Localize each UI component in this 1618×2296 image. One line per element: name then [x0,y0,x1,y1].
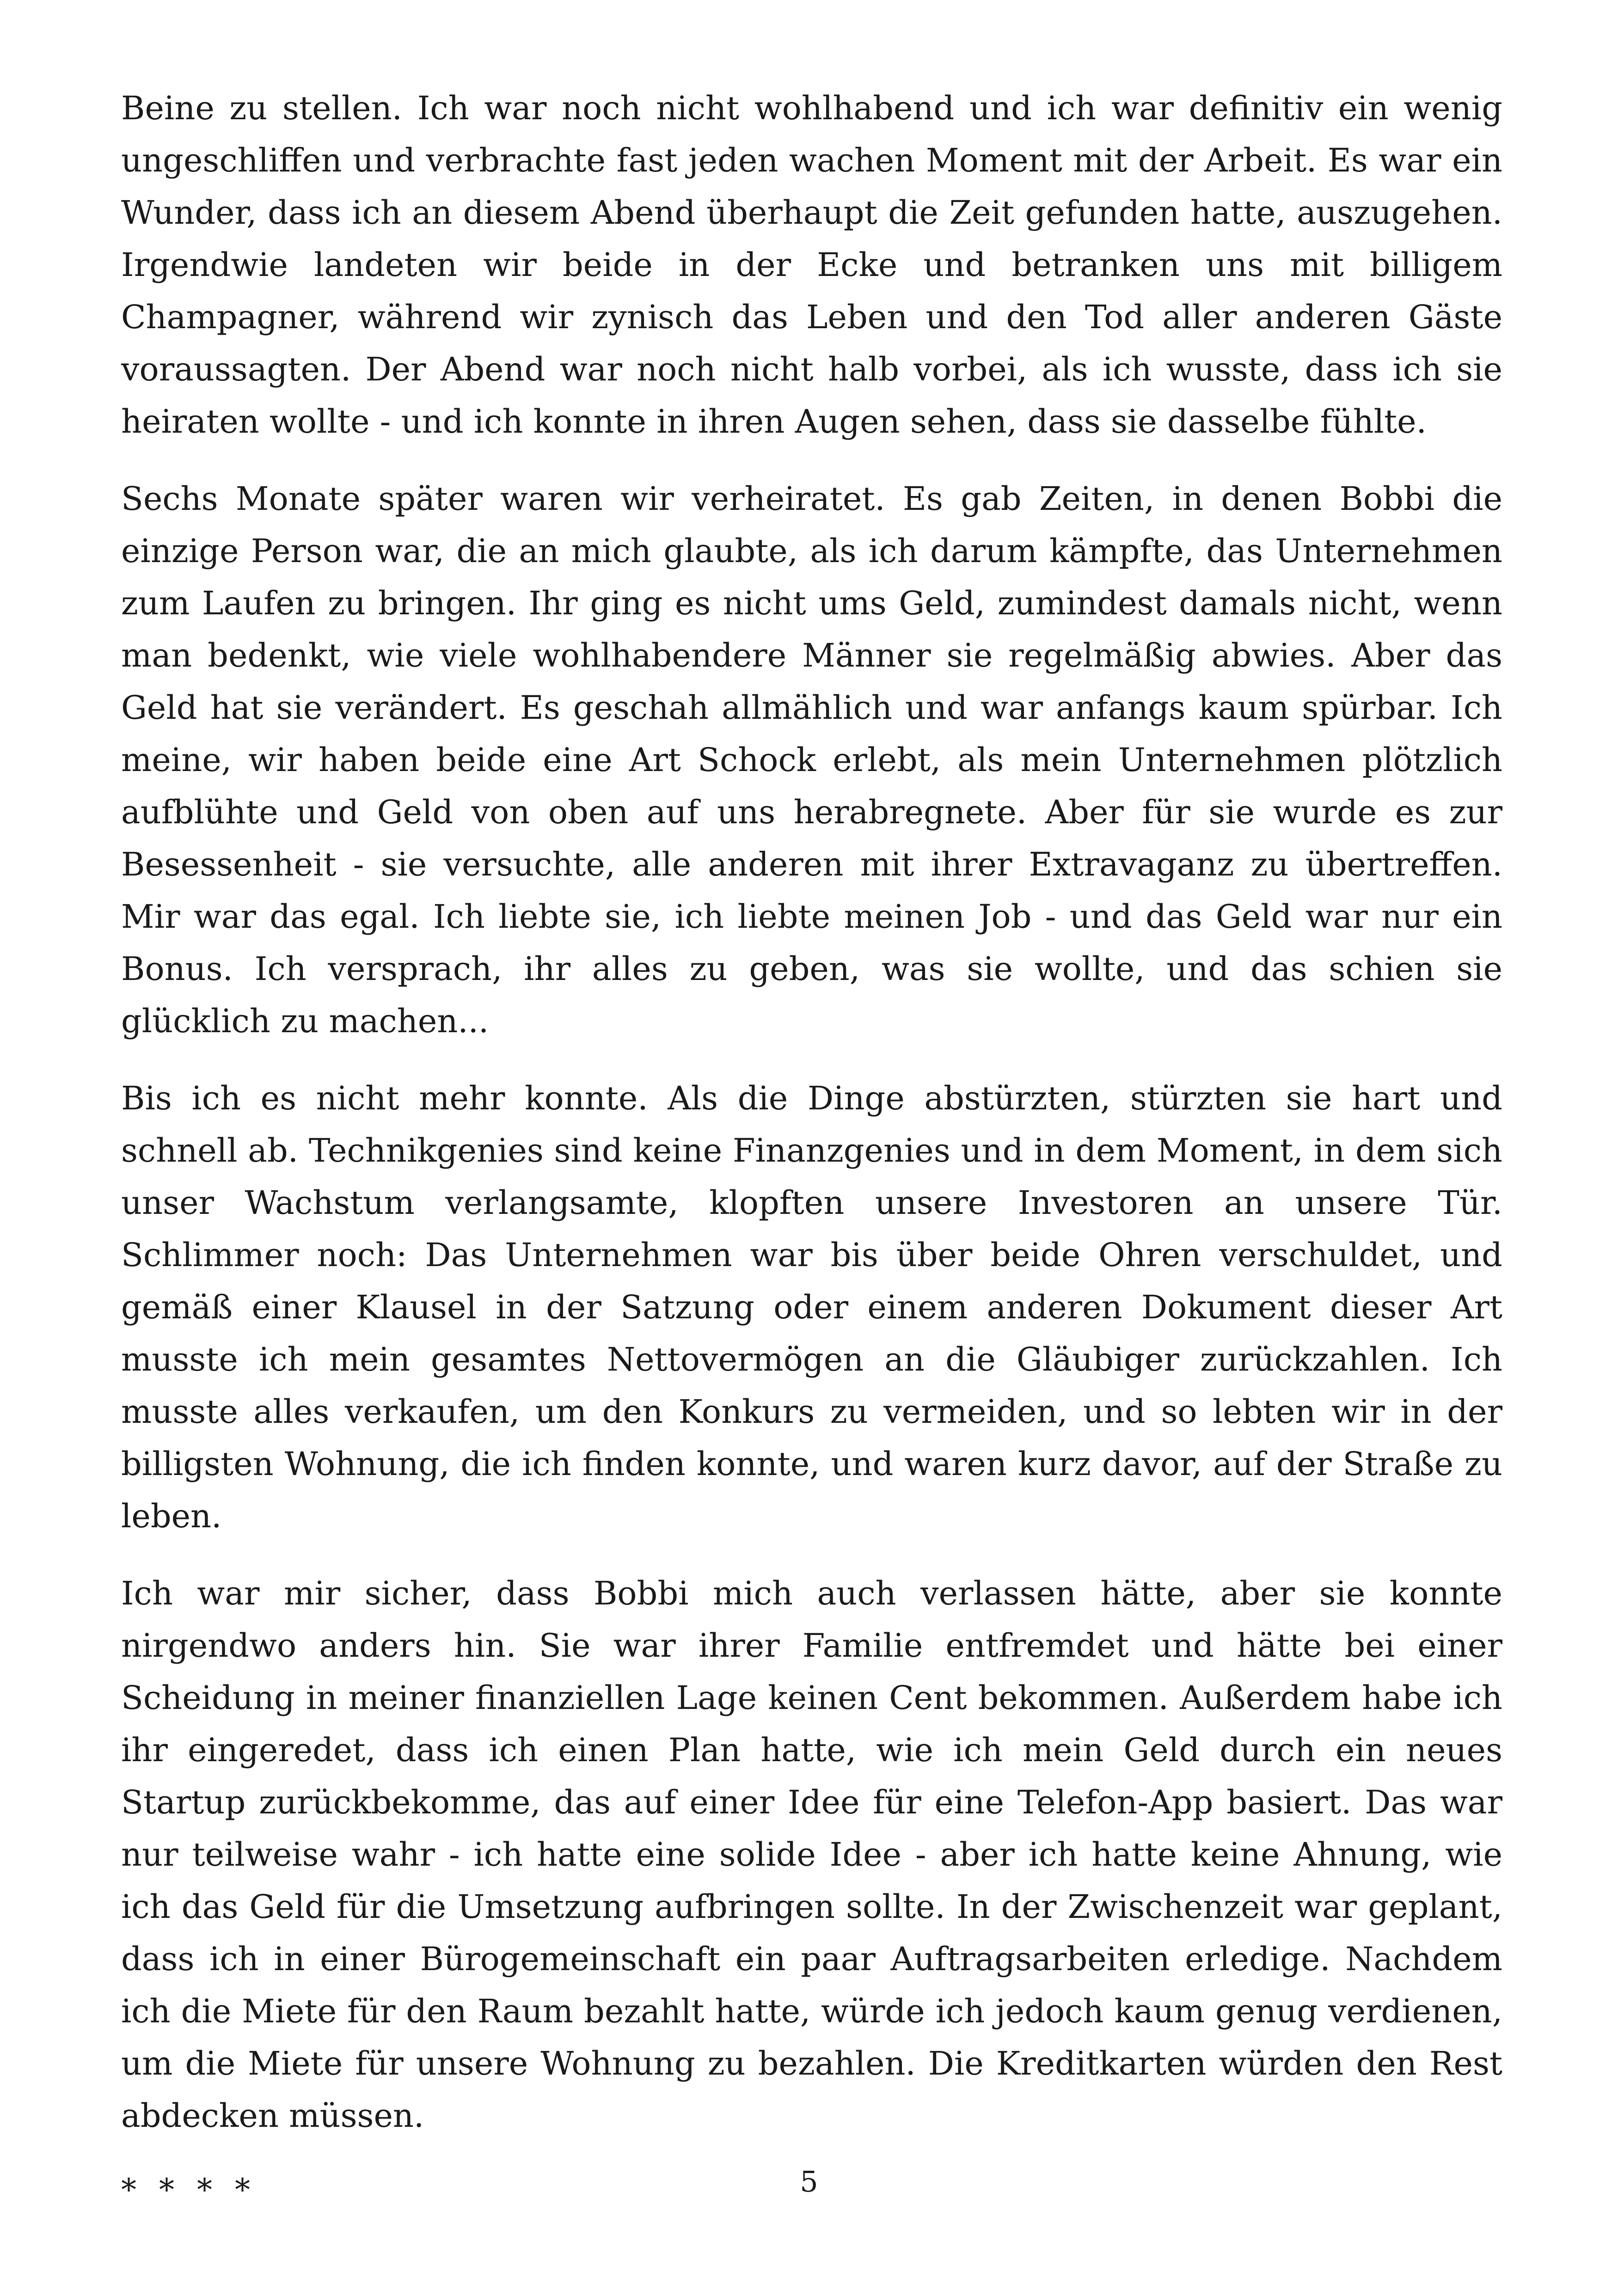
paragraph-2: Sechs Monate später waren wir verheiratet. Es gab Zeiten, in denen Bobbi die einzige Person war, die an mich glaubte, als ich darum kämpfte, das Unternehmen zum Laufen zu bringen. Ihr ging es nicht ums Geld, zumindest damals nicht, wenn man bedenkt, wie viele wohlhabendere Männer sie regelmäßig abwies. Aber das Geld hat sie verändert. Es geschah allmählich und war anfangs kaum spürbar. Ich meine, wir haben beide eine Art Schock erlebt, als mein Unternehmen plötzlich aufblühte und Geld von oben auf uns herabregnete. Aber für sie wurde es zur Besessenheit - sie versuchte, alle anderen mit ihrer Extravaganz zu übertreffen. Mir war das egal. Ich liebte sie, ich liebte meinen Job - und das Geld war nur ein Bonus. Ich versprach, ihr alles zu geben, was sie wollte, und das schien sie glücklich zu machen... [121,480,1502,1040]
paragraph-4: Ich war mir sicher, dass Bobbi mich auch verlassen hätte, aber sie konnte nirgendwo anders hin. Sie war ihrer Familie entfremdet und hätte bei einer Scheidung in meiner finanziellen Lage keinen Cent bekommen. Außerdem habe ich ihr eingeredet, dass ich einen Plan hatte, wie ich mein Geld durch ein neues Startup zurückbekomme, das auf einer Idee für eine Telefon-App basiert. Das war nur teilweise wahr - ich hatte eine solide Idee - aber ich hatte keine Ahnung, wie ich das Geld für die Umsetzung aufbringen sollte. In der Zwischenzeit war geplant, dass ich in einer Bürogemeinschaft ein paar Auftragsarbeiten erledige. Nachdem ich die Miete für den Raum bezahlt hatte, würde ich jedoch kaum genug verdienen, um die Miete für unsere Wohnung zu bezahlen. Die Kreditkarten würden den Rest abdecken müssen. [121,1574,1502,2135]
scene-break: * * * * [121,2172,257,2208]
paragraph-3: Bis ich es nicht mehr konnte. Als die Dinge abstürzten, stürzten sie hart und schnell ab. Technikgenies sind keine Finanzgenies und in dem Moment, in dem sich unser Wachstum verlangsamte, klopften unsere Investoren an unsere Tür. Schlimmer noch: Das Unternehmen war bis über beide Ohren verschuldet, und gemäß einer Klausel in der Satzung oder einem anderen Dokument dieser Art musste ich mein gesamtes Nettovermögen an die Gläubiger zurückzahlen. Ich musste alles verkaufen, um den Konkurs zu vermeiden, und so lebten wir in der billigsten Wohnung, die ich finden konnte, und waren kurz davor, auf der Straße zu leben. [121,1079,1502,1535]
paragraph-1: Beine zu stellen. Ich war noch nicht wohlhabend und ich war definitiv ein wenig ungeschliffen und verbrachte fast jeden wachen Moment mit der Arbeit. Es war ein Wunder, dass ich an diesem Abend überhaupt die Zeit gefunden hatte, auszugehen. Irgendwie landeten wir beide in der Ecke und betranken uns mit billigem Champagner, während wir zynisch das Leben und den Tod aller anderen Gäste voraussagten. Der Abend war noch nicht halb vorbei, als ich wusste, dass ich sie heiraten wollte - und ich konnte in ihren Augen sehen, dass sie dasselbe fühlte. [121,89,1502,441]
page-number: 5 [800,2165,818,2198]
body-text [121,82,1502,2213]
